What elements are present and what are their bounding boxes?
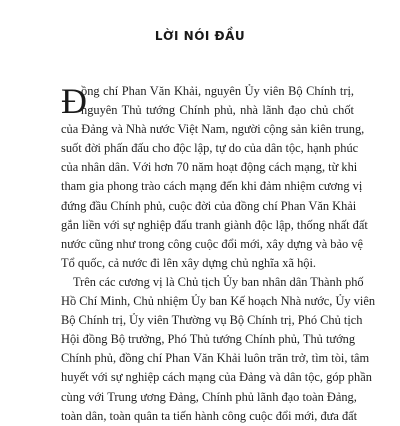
drop-cap-letter: Đ xyxy=(61,81,87,121)
text-line: Hồ Chí Minh, Chủ nhiệm Ủy ban Kế hoạch Nhà nước, Ủy viên xyxy=(61,294,376,309)
text-line: Trên các cương vị là Chủ tịch Ủy ban nhân dân Thành phố xyxy=(73,274,364,289)
text-line: Hội đồng Bộ trưởng, Phó Thủ tướng Chính phủ, Thủ tướng xyxy=(61,332,356,347)
text-line: Chính phủ, đồng chí Phan Văn Khải luôn trăn trở, tìm tòi, tâm xyxy=(61,351,370,366)
text-line: ồng chí Phan Văn Khải, nguyên Ủy viên Bộ Chính trị, xyxy=(81,84,354,98)
text-line: tham gia phong trào cách mạng đến khi đảm nhiệm cương vị xyxy=(61,179,363,194)
text-line: nguyên Thủ tướng Chính phủ, nhà lãnh đạo chủ chốt xyxy=(81,103,354,118)
text-line: Bộ Chính trị, Ủy viên Thường vụ Bộ Chính trị, Phó Chủ tịch xyxy=(61,313,363,328)
text-line: Tổ quốc, cả nước đi lên xây dựng chủ nghĩa xã hội. xyxy=(61,255,316,270)
text-line: của Đảng và Nhà nước Việt Nam, người cộng sản kiên trung, xyxy=(61,122,365,137)
text-line: nước cũng như trong công cuộc đổi mới, xây dựng và bảo vệ xyxy=(61,236,363,251)
text-line: huyết với sự nghiệp cách mạng của Đảng và dân tộc, góp phần xyxy=(61,370,372,385)
text-line: gắn liền với sự nghiệp đấu tranh giành độc lập, thống nhất đất xyxy=(61,217,368,232)
body-text xyxy=(61,82,376,426)
text-line: cùng với Trung ương Đảng, Chính phủ lãnh đạo toàn Đảng, xyxy=(61,389,357,404)
text-line: toàn dân, toàn quân ta tiến hành công cuộc đổi mới, đưa đất xyxy=(61,408,358,423)
text-line: của nhân dân. Với hơn 70 năm hoạt động cách mạng, từ khi xyxy=(61,160,358,175)
text-line: suốt đời phấn đấu cho độc lập, tự do của dân tộc, hạnh phúc xyxy=(61,141,359,156)
text-line: đứng đầu Chính phủ, cuộc đời của đồng chí Phan Văn Khải xyxy=(61,198,357,213)
page-heading: LỜI NÓI ĐẦU xyxy=(154,29,246,43)
